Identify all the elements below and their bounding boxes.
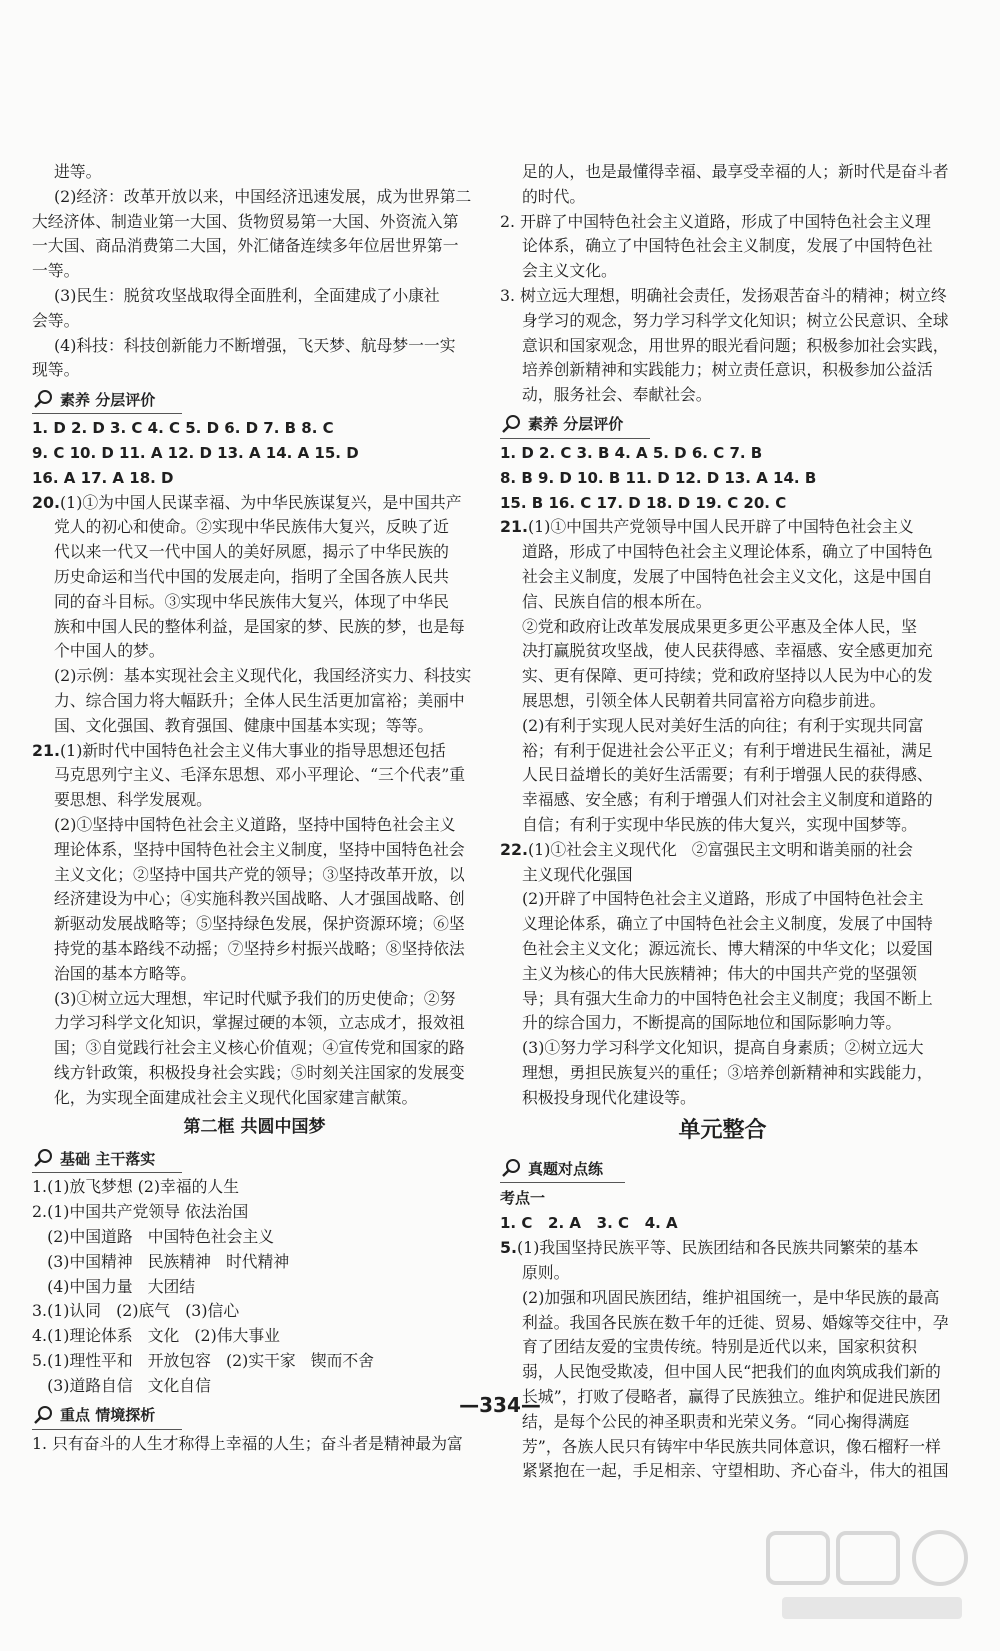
text-line: 实、更有保障、更可持续；党和政府坚持以人民为中心的发 bbox=[522, 666, 933, 686]
answer-line: 3.(1)认同 (2)底气 (3)信心 bbox=[32, 1301, 240, 1321]
question-number: 21. bbox=[500, 517, 528, 537]
text-line: 芳”，各族人民只有铸牢中华民族共同体意识，像石榴籽一样 bbox=[522, 1436, 941, 1456]
text-line: 幸福感、安全感；有利于增强人们对社会主义制度和道路的 bbox=[522, 790, 933, 810]
text-line: 力学习科学文化知识，掌握过硬的本领，立志成才，报效祖 bbox=[54, 1013, 465, 1033]
text-line: 一大国、商品消费第二大国，外汇储备连续多年位居世界第一 bbox=[32, 236, 459, 256]
text-line: (1)①中国共产党领导中国人民开辟了中国特色社会主义 bbox=[527, 517, 914, 537]
text-line: (1)①社会主义现代化 ②富强民主文明和谐美丽的社会 bbox=[527, 839, 913, 859]
text-line: 道路，形成了中国特色社会主义理论体系，确立了中国特色 bbox=[522, 542, 933, 562]
text-line: 积极投身现代化建设等。 bbox=[522, 1087, 696, 1107]
text-line: 代以来一代又一代中国人的美好夙愿，揭示了中华民族的 bbox=[54, 542, 449, 562]
text-line: (3)①努力学习科学文化知识，提高自身素质；②树立远大 bbox=[522, 1038, 924, 1058]
right-column bbox=[500, 160, 949, 1484]
text-line: 紧紧抱在一起，手足相亲、守望相助、齐心奋斗，伟大的祖国 bbox=[522, 1461, 949, 1481]
section-header-exam bbox=[500, 1154, 625, 1183]
answer-row: 16. A 17. A 18. D bbox=[32, 468, 174, 487]
answer-row: 8. B 9. D 10. B 11. D 12. D 13. A 14. B bbox=[500, 468, 817, 487]
section-title: 真题对点练 bbox=[528, 1159, 604, 1178]
text-line: 主义现代化强国 bbox=[522, 864, 633, 884]
text-line: 要思想、科学发展观。 bbox=[54, 790, 212, 810]
section-title: 素养 分层评价 bbox=[60, 390, 156, 409]
text-line: 义理论体系，确立了中国特色社会主义制度，发展了中国特 bbox=[522, 914, 933, 934]
text-line: 色社会主义文化；源远流长、博大精深的中华文化；以爱国 bbox=[522, 938, 933, 958]
section-header-literacy-right bbox=[500, 410, 650, 439]
text-line: 树立远大理想，明确社会责任，发扬艰苦奋斗的精神；树立终 bbox=[520, 285, 947, 305]
section-title: 素养 分层评价 bbox=[528, 415, 624, 434]
text-line: 经济建设为中心；④实施科教兴国战略、人才强国战略、创 bbox=[54, 889, 465, 909]
question-21 bbox=[32, 739, 477, 1111]
text-line: 新驱动发展战略等；⑤坚持绿色发展，保护资源环境；⑥坚 bbox=[54, 914, 465, 934]
left-continuation bbox=[32, 160, 477, 383]
page-number: —334— bbox=[459, 1393, 541, 1417]
text-line: 原则。 bbox=[522, 1263, 570, 1283]
answer-line: 4.(1)理论体系 文化 (2)伟大事业 bbox=[32, 1326, 280, 1346]
text-line: 论体系，确立了中国特色社会主义制度，发展了中国特色社 bbox=[522, 236, 933, 256]
text-line: 国、文化强国、教育强国、健康中国基本实现；等等。 bbox=[54, 715, 434, 735]
text-line: 马克思列宁主义、毛泽东思想、邓小平理论、“三个代表”重 bbox=[54, 765, 466, 785]
text-line: 展思想，引领全体人民朝着共同富裕方向稳步前进。 bbox=[522, 690, 886, 710]
text-line: 足的人，也是最懂得幸福、最享受幸福的人；新时代是奋斗者 bbox=[522, 162, 949, 181]
answer-row: 9. C 10. D 11. A 12. D 13. A 14. A 15. D bbox=[32, 443, 359, 462]
text-line: (1)新时代中国特色社会主义伟大事业的指导思想还包括 bbox=[59, 740, 446, 760]
text-line: 育了团结友爱的宝贵传统。特别是近代以来，国家积贫积 bbox=[522, 1337, 917, 1357]
text-line: ②党和政府让改革发展成果更多更公平惠及全体人民，坚 bbox=[522, 616, 917, 636]
section-title: 重点 情境探析 bbox=[60, 1406, 156, 1425]
answer-line: 2.(1)中国共产党领导 依法治国 bbox=[32, 1202, 249, 1222]
answer-row: 1. D 2. C 3. B 4. A 5. D 6. C 7. B bbox=[500, 443, 763, 462]
text-line: 化，为实现全面建成社会主义现代化国家建言献策。 bbox=[54, 1087, 418, 1107]
text-line: 党人的初心和使命。②实现中华民族伟大复兴，反映了近 bbox=[54, 517, 449, 537]
text-line: 族和中国人民的整体利益，是国家的梦、民族的梦，也是每 bbox=[54, 616, 465, 636]
text-line: 同的奋斗目标。③实现中华民族伟大复兴，体现了中华民 bbox=[54, 591, 449, 611]
answer-line: (4)中国力量 大团结 bbox=[32, 1276, 196, 1296]
text-line: 国；③自觉践行社会主义核心价值观；④宣传党和国家的路 bbox=[54, 1038, 465, 1058]
answer-line: 1.(1)放飞梦想 (2)幸福的人生 bbox=[32, 1177, 240, 1197]
text-line: 一等。 bbox=[32, 261, 80, 281]
answer-line: 5.(1)理性平和 开放包容 (2)实干家 锲而不舍 bbox=[32, 1351, 374, 1371]
item-3 bbox=[500, 284, 949, 408]
question-20 bbox=[32, 491, 477, 739]
left-column bbox=[32, 160, 477, 1456]
answer-line: (2)中国道路 中国特色社会主义 bbox=[32, 1227, 275, 1247]
text-line: (2)经济：改革开放以来，中国经济迅速发展，成为世界第二 bbox=[54, 186, 472, 206]
text-line: 导；具有强大生命力的中国特色社会主义制度；我国不断上 bbox=[522, 988, 933, 1008]
question-number: 21. bbox=[32, 740, 60, 760]
watermark-logo bbox=[762, 1523, 982, 1633]
section-title: 基础 主干落实 bbox=[60, 1149, 156, 1168]
text-line: 意识和国家观念，用世界的眼光看问题；积极参加社会实践， bbox=[522, 335, 949, 355]
text-line: 历史命运和当代中国的发展走向，指明了全国各族人民共 bbox=[54, 566, 449, 586]
text-line: (2)加强和巩固民族团结，维护祖国统一，是中华民族的最高 bbox=[522, 1287, 940, 1307]
magnifier-icon bbox=[32, 389, 56, 409]
question-number: 22. bbox=[500, 839, 528, 859]
text-line: 会等。 bbox=[32, 310, 80, 330]
text-line: 开辟了中国特色社会主义道路，形成了中国特色社会主义理 bbox=[520, 211, 931, 231]
answer-line: (3)道路自信 文化自信 bbox=[32, 1375, 211, 1395]
text-line: 治国的基本方略等。 bbox=[54, 963, 197, 983]
question-22 bbox=[500, 838, 945, 1111]
item-2 bbox=[500, 210, 945, 284]
text-line: 主义为核心的伟大民族精神；伟大的中国共产党的坚强领 bbox=[522, 963, 917, 983]
text-line: (4)科技：科技创新能力不断增强，飞天梦、航母梦一一实 bbox=[54, 335, 456, 355]
text-line: 理想，勇担民族复兴的重任；③培养创新精神和实践能力， bbox=[522, 1062, 933, 1082]
section-header-basics bbox=[32, 1144, 182, 1173]
text-line: (1)我国坚持民族平等、民族团结和各民族共同繁荣的基本 bbox=[517, 1238, 919, 1258]
text-line: (3)民生：脱贫攻坚战取得全面胜利，全面建成了小康社 bbox=[54, 285, 440, 305]
text-line: 升的综合国力，不断提高的国际地位和国际影响力等。 bbox=[522, 1013, 902, 1033]
magnifier-icon bbox=[32, 1148, 56, 1168]
text-line: 利益。我国各民族在数千年的迁徙、贸易、婚嫁等交往中，孕 bbox=[522, 1312, 949, 1332]
text-line: 动，服务社会、奉献社会。 bbox=[522, 385, 712, 405]
text-line: (2)有利于实现人民对美好生活的向往；有利于实现共同富 bbox=[522, 715, 924, 735]
item-number: 3. bbox=[500, 285, 516, 305]
text-line: 理论体系，坚持中国特色社会主义制度，坚持中国特色社会 bbox=[54, 839, 465, 859]
answer-row: 15. B 16. C 17. D 18. D 19. C 20. C bbox=[500, 493, 787, 512]
item-number: 2. bbox=[500, 211, 516, 231]
text-line: 培养创新精神和实践能力；树立责任意识，积极参加公益活 bbox=[522, 360, 933, 380]
text-line: (2)①坚持中国特色社会主义道路，坚持中国特色社会主义 bbox=[54, 814, 456, 834]
question-number: 5. bbox=[500, 1238, 517, 1258]
text-line: (1)①为中国人民谋幸福、为中华民族谋复兴，是中国共产 bbox=[59, 492, 462, 512]
section-header-literacy bbox=[32, 385, 182, 414]
text-line: 信、民族自信的根本所在。 bbox=[522, 591, 712, 611]
text-line: 的时代。 bbox=[522, 186, 586, 206]
text-line: 线方针政策，积极投身社会实践；⑤时刻关注国家的发展变 bbox=[54, 1062, 465, 1082]
text-line: 个中国人的梦。 bbox=[54, 641, 165, 661]
text-line: 弱，人民饱受欺凌，但中国人民“把我们的血肉筑成我们新的 bbox=[522, 1362, 941, 1382]
text-line: 现等。 bbox=[32, 360, 80, 380]
text-line: 自信；有利于实现中华民族的伟大复兴，实现中国梦等。 bbox=[522, 814, 917, 834]
text-line: 长城”，打败了侵略者，赢得了民族独立。维护和促进民族团 bbox=[522, 1387, 941, 1407]
lesson-title: 第二框 共圆中国梦 bbox=[183, 1117, 326, 1138]
question-number: 20. bbox=[32, 492, 60, 512]
question-5 bbox=[500, 1236, 949, 1484]
text-line: 大经济体、制造业第一大国、货物贸易第一大国、外资流入第 bbox=[32, 211, 459, 231]
text-line: 力、综合国力将大幅跃升；全体人民生活更加富裕；美丽中 bbox=[54, 690, 465, 710]
unit-title: 单元整合 bbox=[678, 1118, 767, 1144]
text-line: 会主义文化。 bbox=[522, 261, 617, 281]
answer-row: 1. D 2. D 3. C 4. C 5. D 6. D 7. B 8. C bbox=[32, 419, 334, 438]
text-line: 人民日益增长的美好生活需要；有利于增强人民的获得感、 bbox=[522, 765, 933, 785]
text-line: 社会主义制度，发展了中国特色社会主义文化，这是中国自 bbox=[522, 566, 933, 586]
magnifier-icon bbox=[500, 414, 524, 434]
text-line: (2)示例：基本实现社会主义现代化，我国经济实力、科技实 bbox=[54, 666, 472, 686]
question-21-right bbox=[500, 515, 945, 837]
text-line: 决打赢脱贫攻坚战，使人民获得感、幸福感、安全感更加充 bbox=[522, 641, 933, 661]
text-line: 结，是每个公民的神圣职责和光荣义务。“同心掬得满庭 bbox=[522, 1411, 910, 1431]
text-line: (3)①树立远大理想，牢记时代赋予我们的历史使命；②努 bbox=[54, 988, 456, 1008]
answer-line: 1. 只有奋斗的人生才称得上幸福的人生；奋斗者是精神最为富 bbox=[32, 1433, 463, 1453]
text-line: 身学习的观念，努力学习科学文化知识；树立公民意识、全球 bbox=[522, 310, 949, 330]
text-line: (2)开辟了中国特色社会主义道路，形成了中国特色社会主 bbox=[522, 889, 924, 909]
text-line: 进等。 bbox=[54, 162, 102, 181]
text-line: 主义文化；②坚持中国共产党的领导；③坚持改革开放，以 bbox=[54, 864, 465, 884]
magnifier-icon bbox=[500, 1158, 524, 1178]
text-line: 裕；有利于促进社会公平正义；有利于增进民生福祉，满足 bbox=[522, 740, 933, 760]
answer-row: 1. C 2. A 3. C 4. A bbox=[500, 1214, 678, 1233]
text-line: 持党的基本路线不动摇；⑦坚持乡村振兴战略；⑧坚持依法 bbox=[54, 938, 465, 958]
kaodian-label: 考点一 bbox=[500, 1189, 546, 1208]
answer-line: (3)中国精神 民族精神 时代精神 bbox=[32, 1251, 290, 1271]
